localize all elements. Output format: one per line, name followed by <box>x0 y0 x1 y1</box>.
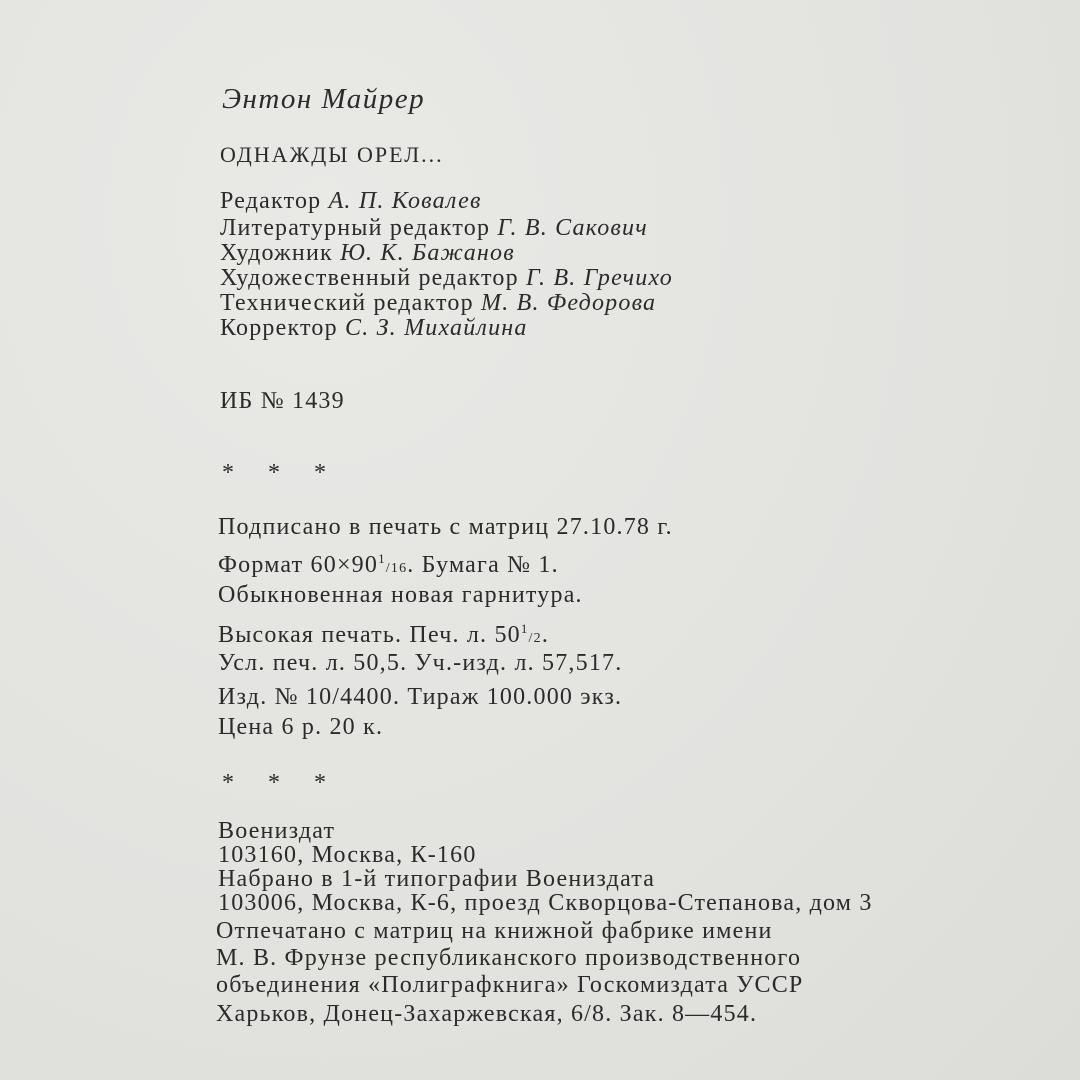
publisher-line: М. В. Фрунзе республиканского производственного <box>216 945 802 971</box>
credit-role: Корректор <box>220 315 338 341</box>
publisher-line: Набрано в 1-й типографии Воениздата <box>218 866 656 892</box>
credit-role: Технический редактор <box>220 290 474 316</box>
book-title: ОДНАЖДЫ ОРЕЛ... <box>220 142 444 167</box>
sheets-line: Усл. печ. л. 50,5. Уч.-изд. л. 57,517. <box>218 650 623 676</box>
credit-role: Литературный редактор <box>220 215 491 241</box>
print-type-line <box>218 616 549 652</box>
signed-to-print: Подписано в печать с матриц 27.10.78 г. <box>218 514 673 540</box>
publisher-line: Харьков, Донец-Захаржевская, 6/8. Зак. 8—454. <box>216 1001 758 1027</box>
publisher-line: объединения «Полиграфкнига» Госкомиздата УССР <box>216 972 804 998</box>
print-main: Высокая печать. Печ. л. 50 <box>218 622 521 648</box>
credit-name: Г. В. Сакович <box>497 215 648 241</box>
credit-art-editor <box>220 265 673 291</box>
publisher-line: Воениздат <box>218 818 336 844</box>
credit-editor <box>220 188 482 214</box>
credit-name: Г. В. Гречихо <box>526 265 673 291</box>
format-line <box>218 546 559 582</box>
format-sup: 1 <box>378 551 386 566</box>
print-sup: 1 <box>520 621 529 636</box>
credit-name: А. П. Ковалев <box>328 188 482 214</box>
format-main: Формат 60×90 <box>218 552 379 578</box>
credit-literary-editor <box>220 215 648 241</box>
credit-proofreader <box>220 315 528 341</box>
publisher-line: Отпечатано с матриц на книжной фабрике имени <box>216 918 773 944</box>
print-rest: . <box>541 622 550 648</box>
credit-role: Художник <box>220 240 333 266</box>
credit-role: Редактор <box>220 188 322 214</box>
edition-line: Изд. № 10/4400. Тираж 100.000 экз. <box>218 684 623 710</box>
ib-number: ИБ № 1439 <box>220 388 345 414</box>
credit-tech-editor <box>220 290 656 316</box>
credit-role: Художественный редактор <box>220 265 519 291</box>
separator-top: * * * <box>222 460 340 486</box>
format-rest: . Бумага № 1. <box>407 552 559 578</box>
publisher-line: 103160, Москва, К-160 <box>218 842 477 868</box>
credit-name: М. В. Федорова <box>481 290 657 316</box>
typeface-line: Обыкновенная новая гарнитура. <box>218 582 583 608</box>
publisher-line: 103006, Москва, К-6, проезд Скворцова-Степанова, дом 3 <box>218 890 873 916</box>
price-line: Цена 6 р. 20 к. <box>218 714 384 740</box>
credit-artist <box>220 240 515 266</box>
credit-name: С. З. Михайлина <box>344 315 528 341</box>
print-sub: /2 <box>528 631 542 646</box>
author-name: Энтон Майрер <box>222 83 426 115</box>
credit-name: Ю. К. Бажанов <box>340 240 515 266</box>
format-sub: /16 <box>385 561 408 576</box>
separator-bottom: * * * <box>222 770 340 796</box>
